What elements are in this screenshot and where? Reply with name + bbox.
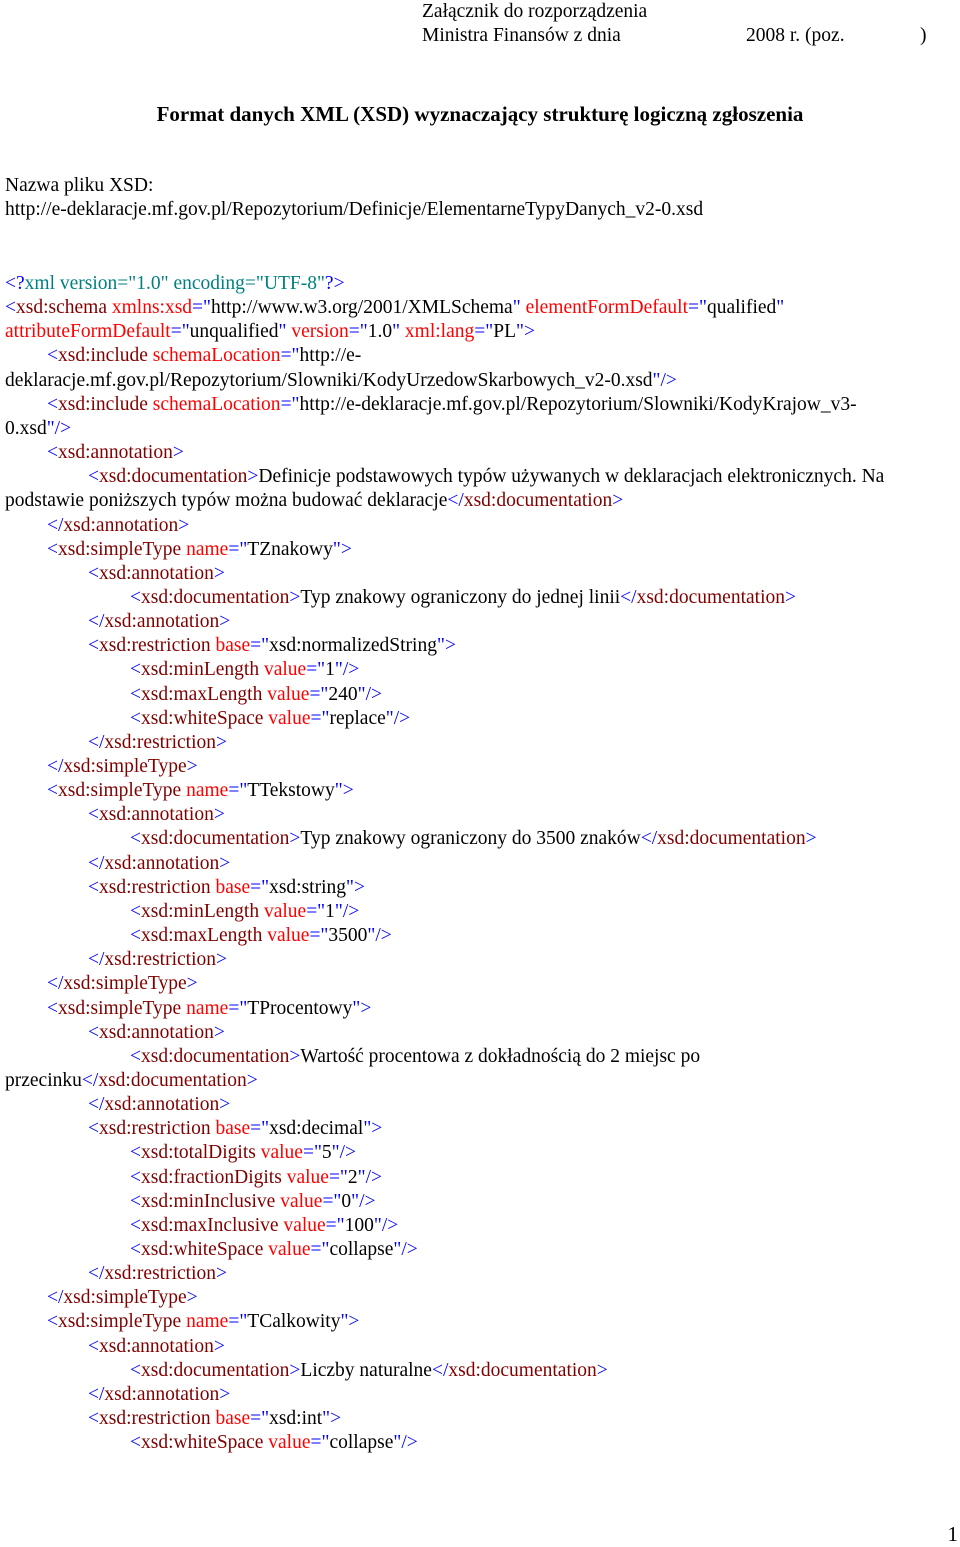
code-segment: > bbox=[246, 1070, 258, 1091]
code-segment: "/> bbox=[367, 925, 392, 946]
code-segment: base bbox=[210, 635, 251, 656]
code-segment: </ bbox=[88, 1384, 105, 1405]
code-line bbox=[88, 731, 227, 755]
code-segment: < bbox=[130, 901, 141, 922]
header-line-2-right: ) bbox=[920, 25, 927, 46]
code-segment: xsd:simpleType bbox=[58, 998, 182, 1019]
code-segment: "/> bbox=[331, 1142, 357, 1163]
code-line bbox=[130, 1141, 356, 1165]
code-segment: Liczby naturalne bbox=[300, 1360, 432, 1381]
code-segment: =" bbox=[310, 1239, 330, 1260]
code-segment: > bbox=[178, 515, 190, 536]
code-segment: przecinku bbox=[5, 1070, 82, 1091]
code-segment: xsd:documentation bbox=[141, 587, 290, 608]
code-segment: "/> bbox=[334, 659, 360, 680]
code-segment: "/> bbox=[652, 370, 677, 391]
page-number: 1 bbox=[947, 1522, 958, 1546]
code-segment: " bbox=[392, 321, 401, 342]
code-line bbox=[5, 417, 71, 441]
code-segment: < bbox=[130, 1142, 141, 1163]
code-segment: "/> bbox=[357, 1167, 383, 1188]
code-segment: name bbox=[181, 1311, 229, 1332]
code-segment: TZnakowy bbox=[247, 539, 333, 560]
code-segment: name bbox=[181, 998, 229, 1019]
code-segment: > bbox=[172, 442, 184, 463]
code-line bbox=[88, 562, 225, 586]
code-segment: "/> bbox=[393, 1239, 418, 1260]
code-segment: 100 bbox=[344, 1215, 374, 1236]
code-segment: "> bbox=[332, 539, 352, 560]
code-segment: < bbox=[130, 925, 141, 946]
code-segment: </ bbox=[431, 1360, 449, 1381]
code-line bbox=[5, 1069, 258, 1093]
code-segment: value bbox=[281, 1167, 329, 1188]
code-line bbox=[130, 707, 410, 731]
code-line bbox=[47, 538, 352, 562]
code-line bbox=[88, 1021, 225, 1045]
code-segment: =" bbox=[228, 998, 248, 1019]
code-segment: xsd:restriction bbox=[104, 949, 216, 970]
code-line bbox=[130, 900, 359, 924]
code-segment: attributeFormDefault bbox=[5, 321, 171, 342]
code-segment: value bbox=[262, 925, 310, 946]
code-segment: > bbox=[596, 1360, 608, 1381]
code-line bbox=[47, 779, 354, 803]
code-segment: "> bbox=[334, 780, 354, 801]
code-segment: xsd:maxLength bbox=[141, 925, 263, 946]
code-segment: > bbox=[219, 1094, 231, 1115]
code-segment: </ bbox=[88, 949, 105, 970]
code-segment: xsd:normalizedString bbox=[269, 635, 437, 656]
code-line bbox=[5, 296, 784, 320]
code-segment: value bbox=[263, 1239, 311, 1260]
code-segment: xsd:restriction bbox=[104, 1263, 216, 1284]
code-segment: "/> bbox=[385, 708, 411, 729]
code-segment: value bbox=[262, 684, 310, 705]
code-segment: xsd:documentation bbox=[463, 490, 613, 511]
code-segment: > bbox=[289, 587, 301, 608]
code-segment: =" bbox=[250, 1408, 270, 1429]
code-segment: "> bbox=[363, 1118, 383, 1139]
code-segment: xsd:restriction bbox=[99, 635, 211, 656]
code-segment: </ bbox=[640, 828, 658, 849]
code-line bbox=[130, 827, 817, 851]
code-segment: xsd:annotation bbox=[104, 1094, 220, 1115]
code-segment: < bbox=[88, 466, 99, 487]
code-segment: version bbox=[286, 321, 349, 342]
code-segment: " bbox=[776, 297, 785, 318]
code-segment: 5 bbox=[321, 1142, 332, 1163]
code-segment: > bbox=[213, 804, 225, 825]
code-segment: 1 bbox=[325, 659, 335, 680]
code-segment: =" bbox=[228, 780, 248, 801]
code-segment: < bbox=[47, 539, 58, 560]
code-segment: Definicje podstawowych typów używanych w deklaracjach elektronicznych. Na bbox=[258, 466, 885, 487]
code-line bbox=[130, 1045, 700, 1069]
code-segment: xsd:documentation bbox=[657, 828, 806, 849]
code-segment: > bbox=[219, 853, 231, 874]
code-segment: value bbox=[263, 708, 311, 729]
code-segment: =" bbox=[325, 1215, 345, 1236]
file-path: http://e-deklaracje.mf.gov.pl/Repozytorium/Definicje/ElementarneTypyDanych_v2-0.xsd bbox=[5, 199, 704, 220]
code-segment: value bbox=[263, 1432, 311, 1453]
code-segment: http://e-deklaracje.mf.gov.pl/Repozytorium/Slowniki/KodyKrajow_v3- bbox=[299, 394, 857, 415]
code-segment: </ bbox=[47, 756, 64, 777]
code-segment: =" bbox=[170, 321, 190, 342]
code-segment: http://www.w3.org/2001/XMLSchema bbox=[211, 297, 513, 318]
code-segment: <? bbox=[5, 273, 25, 294]
code-segment: xsd:restriction bbox=[99, 1408, 211, 1429]
code-segment: < bbox=[88, 1022, 99, 1043]
code-segment: > bbox=[213, 563, 225, 584]
code-line bbox=[5, 489, 623, 513]
code-line bbox=[88, 1117, 382, 1141]
code-segment: value bbox=[275, 1191, 323, 1212]
code-segment: "> bbox=[346, 877, 365, 898]
code-segment: base bbox=[210, 877, 251, 898]
code-segment: xsd:documentation bbox=[141, 1046, 290, 1067]
code-segment: > bbox=[213, 1336, 225, 1357]
code-segment: xsd:documentation bbox=[636, 587, 785, 608]
code-segment: > bbox=[247, 466, 259, 487]
code-line bbox=[47, 1310, 359, 1334]
code-line bbox=[47, 1286, 198, 1310]
code-segment: "> bbox=[515, 321, 535, 342]
header-line-1: Załącznik do rozporządzenia bbox=[422, 1, 648, 22]
code-line bbox=[47, 441, 184, 465]
code-segment: < bbox=[88, 1408, 99, 1429]
code-segment: xml version="1.0" encoding="UTF-8" bbox=[24, 273, 325, 294]
code-segment: "/> bbox=[351, 1191, 376, 1212]
code-line bbox=[88, 1335, 225, 1359]
code-segment: =" bbox=[250, 1118, 270, 1139]
code-segment: xsd:string bbox=[269, 877, 347, 898]
code-segment: xsd:minLength bbox=[141, 901, 260, 922]
code-segment: xsd:restriction bbox=[99, 877, 211, 898]
code-segment: xsd:simpleType bbox=[58, 1311, 182, 1332]
code-segment: </ bbox=[88, 732, 105, 753]
code-segment: =" bbox=[322, 1191, 342, 1212]
code-line bbox=[130, 1359, 608, 1383]
code-segment: =" bbox=[309, 684, 329, 705]
code-line bbox=[5, 369, 677, 393]
code-segment: xsd:int bbox=[269, 1408, 323, 1429]
code-segment: < bbox=[47, 394, 58, 415]
code-segment: xsd:simpleType bbox=[63, 1287, 187, 1308]
code-segment: < bbox=[130, 708, 141, 729]
code-segment: xsd:whiteSpace bbox=[141, 708, 264, 729]
code-segment: < bbox=[130, 1191, 141, 1212]
code-segment: value bbox=[259, 901, 307, 922]
code-segment: =" bbox=[310, 708, 330, 729]
code-segment: < bbox=[130, 1360, 141, 1381]
code-segment: xsd:documentation bbox=[141, 828, 290, 849]
code-segment: value bbox=[255, 1142, 303, 1163]
code-segment: =" bbox=[310, 1432, 330, 1453]
code-segment: 1 bbox=[325, 901, 335, 922]
code-segment: value bbox=[278, 1215, 326, 1236]
code-segment: Typ znakowy ograniczony do jednej linii bbox=[300, 587, 621, 608]
code-segment: schemaLocation bbox=[147, 394, 281, 415]
code-segment: > bbox=[186, 1287, 198, 1308]
code-segment: http://e- bbox=[299, 345, 362, 366]
code-segment: TCalkowity bbox=[247, 1311, 341, 1332]
code-segment: < bbox=[130, 659, 141, 680]
code-segment: </ bbox=[88, 1263, 105, 1284]
code-line bbox=[88, 1093, 230, 1117]
code-segment: =" bbox=[302, 1142, 322, 1163]
code-segment: > bbox=[219, 1384, 231, 1405]
code-segment: > bbox=[289, 828, 301, 849]
code-segment: =" bbox=[328, 1167, 348, 1188]
code-segment: "/> bbox=[46, 418, 72, 439]
code-segment: =" bbox=[250, 635, 270, 656]
code-segment: xsd:restriction bbox=[99, 1118, 211, 1139]
code-segment: xsd:fractionDigits bbox=[141, 1167, 282, 1188]
code-line bbox=[130, 1214, 398, 1238]
code-segment: </ bbox=[47, 515, 64, 536]
code-segment: TProcentowy bbox=[247, 998, 353, 1019]
code-segment: > bbox=[216, 949, 227, 970]
code-segment: </ bbox=[47, 973, 64, 994]
code-segment: </ bbox=[88, 1094, 105, 1115]
code-segment: =" bbox=[688, 297, 707, 318]
code-segment: </ bbox=[47, 1287, 64, 1308]
code-segment: schemaLocation bbox=[147, 345, 281, 366]
code-line bbox=[88, 803, 225, 827]
code-segment: 1.0 bbox=[367, 321, 393, 342]
code-segment: < bbox=[130, 684, 141, 705]
code-segment: xsd:minInclusive bbox=[141, 1191, 276, 1212]
code-line bbox=[88, 465, 884, 489]
code-segment: 2 bbox=[347, 1167, 358, 1188]
code-segment: xsd:simpleType bbox=[58, 539, 182, 560]
code-segment: xsd:totalDigits bbox=[141, 1142, 256, 1163]
code-segment: xsd:whiteSpace bbox=[141, 1432, 264, 1453]
code-line bbox=[47, 972, 198, 996]
code-line bbox=[47, 997, 371, 1021]
code-segment: "> bbox=[352, 998, 372, 1019]
code-segment: unqualified bbox=[189, 321, 279, 342]
code-segment: xsd:decimal bbox=[269, 1118, 364, 1139]
code-segment: value bbox=[259, 659, 307, 680]
code-segment: < bbox=[47, 345, 58, 366]
code-segment: xsd:simpleType bbox=[63, 756, 187, 777]
code-line bbox=[130, 924, 392, 948]
code-segment: deklaracje.mf.gov.pl/Repozytorium/Slowniki/KodyUrzedowSkarbowych_v2-0.xsd bbox=[5, 370, 653, 391]
code-segment: =" bbox=[280, 394, 300, 415]
code-segment: > bbox=[186, 756, 198, 777]
code-segment: replace bbox=[329, 708, 386, 729]
code-segment: xsd:documentation bbox=[99, 466, 248, 487]
code-segment: "> bbox=[340, 1311, 360, 1332]
code-segment: xsd:restriction bbox=[104, 732, 216, 753]
code-segment: xsd:documentation bbox=[448, 1360, 597, 1381]
code-segment: > bbox=[805, 828, 817, 849]
code-segment: "/> bbox=[373, 1215, 399, 1236]
code-segment: =" bbox=[348, 321, 368, 342]
code-segment: > bbox=[186, 973, 198, 994]
code-segment: " bbox=[278, 321, 287, 342]
code-line bbox=[5, 320, 535, 344]
code-segment: name bbox=[181, 539, 229, 560]
code-line bbox=[130, 1166, 382, 1190]
code-segment: =" bbox=[306, 901, 326, 922]
code-segment: < bbox=[47, 780, 58, 801]
code-segment: "> bbox=[322, 1408, 342, 1429]
code-segment: 240 bbox=[328, 684, 358, 705]
code-segment: < bbox=[47, 442, 58, 463]
code-segment: elementFormDefault bbox=[520, 297, 689, 318]
code-segment: TTekstowy bbox=[247, 780, 335, 801]
code-segment: qualified bbox=[706, 297, 777, 318]
code-segment: < bbox=[88, 877, 99, 898]
code-segment: > bbox=[289, 1360, 301, 1381]
code-segment: PL bbox=[493, 321, 516, 342]
code-segment: < bbox=[130, 1167, 141, 1188]
code-segment: < bbox=[88, 804, 99, 825]
code-segment: xsd:annotation bbox=[104, 1384, 220, 1405]
code-line bbox=[88, 1383, 230, 1407]
code-segment: base bbox=[210, 1118, 251, 1139]
code-segment: < bbox=[130, 1215, 141, 1236]
code-segment: =" bbox=[250, 877, 270, 898]
code-segment: < bbox=[88, 635, 99, 656]
code-segment: xsd:annotation bbox=[99, 1336, 214, 1357]
code-segment: xsd:annotation bbox=[99, 804, 214, 825]
code-segment: < bbox=[5, 297, 16, 318]
code-segment: name bbox=[181, 780, 229, 801]
code-line bbox=[130, 1238, 418, 1262]
code-line bbox=[130, 683, 382, 707]
code-line bbox=[130, 658, 359, 682]
code-segment: xsd:include bbox=[58, 394, 148, 415]
code-segment: podstawie poniższych typów można budować deklaracje bbox=[5, 490, 448, 511]
code-line bbox=[88, 610, 230, 634]
code-segment: xsd:include bbox=[58, 345, 148, 366]
code-segment: < bbox=[47, 998, 58, 1019]
code-segment: < bbox=[47, 1311, 58, 1332]
code-segment: 3500 bbox=[328, 925, 368, 946]
code-segment: " bbox=[512, 297, 521, 318]
code-line bbox=[88, 1262, 227, 1286]
code-segment: </ bbox=[620, 587, 637, 608]
code-line bbox=[88, 876, 365, 900]
code-segment: xsd:maxLength bbox=[141, 684, 263, 705]
code-segment: xsd:documentation bbox=[98, 1070, 247, 1091]
code-segment: Wartość procentowa z dokładnością do 2 miejsc po bbox=[300, 1046, 701, 1067]
code-segment: "/> bbox=[357, 684, 383, 705]
code-segment: =" bbox=[474, 321, 494, 342]
code-segment: > bbox=[219, 611, 231, 632]
code-segment: < bbox=[130, 1046, 141, 1067]
code-segment: "/> bbox=[334, 901, 360, 922]
code-segment: < bbox=[130, 828, 141, 849]
document-title: Format danych XML (XSD) wyznaczający strukturę logiczną zgłoszenia bbox=[156, 102, 804, 126]
code-segment: xsd:whiteSpace bbox=[141, 1239, 264, 1260]
code-segment: Typ znakowy ograniczony do 3500 znaków bbox=[300, 828, 641, 849]
code-segment: xsd:simpleType bbox=[58, 780, 182, 801]
code-segment: xsd:minLength bbox=[141, 659, 260, 680]
code-segment: =" bbox=[280, 345, 300, 366]
code-segment: xml:lang bbox=[400, 321, 475, 342]
code-segment: > bbox=[289, 1046, 301, 1067]
code-segment: xsd:annotation bbox=[104, 853, 220, 874]
code-segment: </ bbox=[447, 490, 464, 511]
code-segment: ?> bbox=[324, 273, 345, 294]
code-segment: > bbox=[785, 587, 796, 608]
code-segment: < bbox=[130, 1432, 141, 1453]
code-segment: "/> bbox=[393, 1432, 418, 1453]
code-segment: 0 bbox=[341, 1191, 352, 1212]
code-segment: =" bbox=[228, 539, 248, 560]
code-segment: =" bbox=[192, 297, 212, 318]
code-segment: base bbox=[210, 1408, 251, 1429]
code-line bbox=[88, 852, 230, 876]
code-segment: collapse bbox=[329, 1239, 394, 1260]
code-segment: xsd:annotation bbox=[104, 611, 220, 632]
code-segment: =" bbox=[309, 925, 329, 946]
code-segment: "> bbox=[436, 635, 456, 656]
code-segment: collapse bbox=[329, 1432, 394, 1453]
code-segment: < bbox=[130, 1239, 141, 1260]
code-segment: </ bbox=[88, 853, 105, 874]
code-segment: xsd:simpleType bbox=[63, 973, 187, 994]
code-segment: xsd:annotation bbox=[63, 515, 179, 536]
code-segment: > bbox=[213, 1022, 225, 1043]
code-line bbox=[47, 344, 361, 368]
code-line bbox=[130, 1190, 376, 1214]
code-segment: xsd:annotation bbox=[58, 442, 173, 463]
code-line bbox=[5, 272, 345, 296]
code-line bbox=[130, 586, 796, 610]
code-segment: xsd:annotation bbox=[99, 563, 214, 584]
header-line-2-left: Ministra Finansów z dnia bbox=[422, 25, 621, 46]
code-segment: =" bbox=[306, 659, 326, 680]
code-segment: > bbox=[216, 1263, 227, 1284]
code-line bbox=[130, 1431, 418, 1455]
code-segment: =" bbox=[228, 1311, 248, 1332]
code-segment: < bbox=[88, 1118, 99, 1139]
code-segment: > bbox=[612, 490, 624, 511]
code-line bbox=[47, 514, 189, 538]
code-segment: xsd:documentation bbox=[141, 1360, 290, 1381]
code-segment: < bbox=[88, 563, 99, 584]
code-segment: < bbox=[130, 587, 141, 608]
code-segment: </ bbox=[88, 611, 105, 632]
code-line bbox=[88, 948, 227, 972]
code-segment: > bbox=[216, 732, 227, 753]
code-line bbox=[47, 393, 857, 417]
code-segment: 0.xsd bbox=[5, 418, 47, 439]
code-line bbox=[47, 755, 198, 779]
file-label: Nazwa pliku XSD: bbox=[5, 175, 154, 196]
code-segment: xsd:schema bbox=[16, 297, 107, 318]
code-segment: xsd:maxInclusive bbox=[141, 1215, 279, 1236]
code-segment: </ bbox=[81, 1070, 99, 1091]
code-segment: < bbox=[88, 1336, 99, 1357]
code-line bbox=[88, 1407, 341, 1431]
header-line-2-mid: 2008 r. (poz. bbox=[746, 25, 845, 46]
code-line bbox=[88, 634, 456, 658]
code-segment: xsd:annotation bbox=[99, 1022, 214, 1043]
code-segment: xmlns:xsd bbox=[106, 297, 193, 318]
